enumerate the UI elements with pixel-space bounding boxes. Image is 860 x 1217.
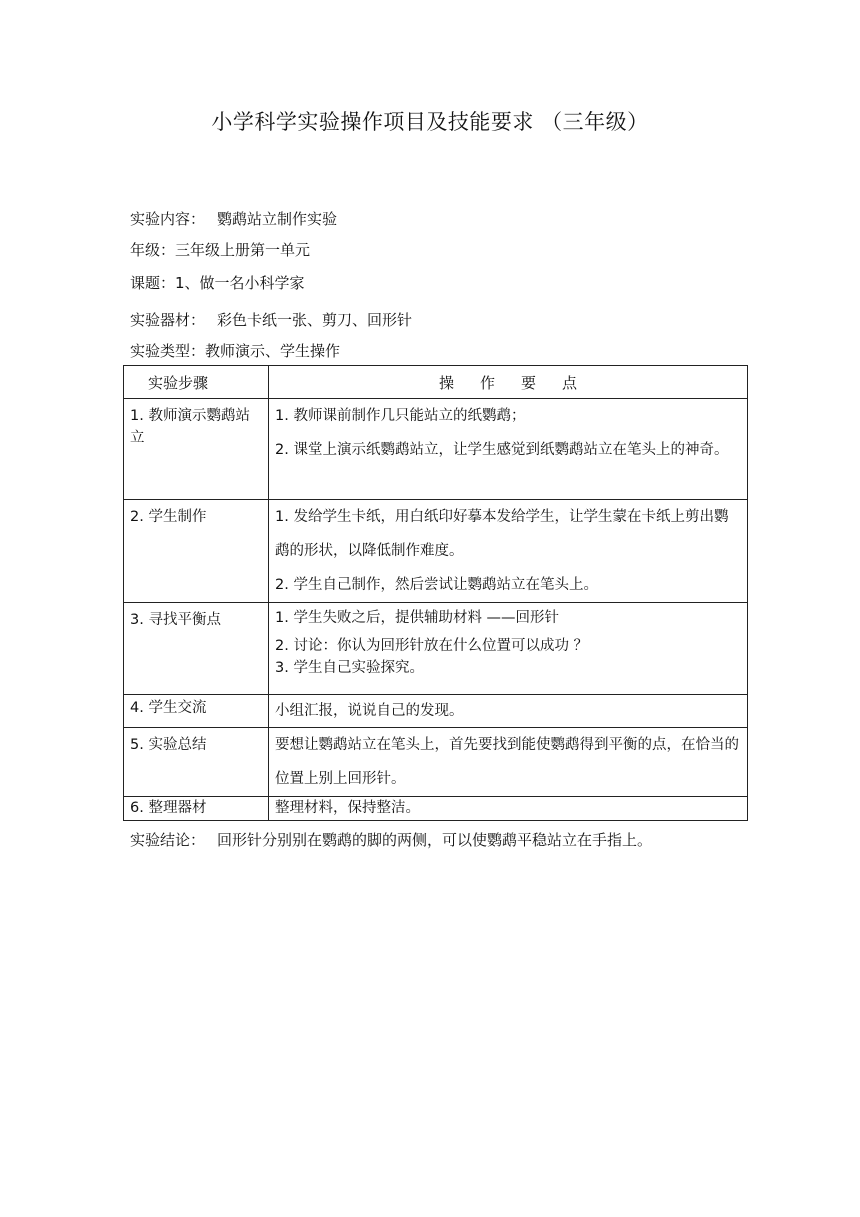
step-cell: 1. 教师演示鹦鹉站立: [124, 399, 269, 500]
grade-label: 年级：: [130, 241, 176, 259]
experiment-type-label: 实验类型：: [130, 342, 206, 360]
points-cell: [269, 797, 748, 821]
point-text: 小组汇报，说说自己的发现。: [275, 703, 464, 719]
point-text: 2. 讨论：你认为回形针放在什么位置可以成功 ？: [275, 638, 589, 654]
point-text: 2. 课堂上演示纸鹦鹉站立，让学生感觉到纸鹦鹉站立在笔头上的神奇。: [275, 442, 729, 458]
equipment-label: 实验器材：: [130, 311, 206, 329]
point-text: 2. 学生自己制作，然后尝试让鹦鹉站立在笔头上。: [275, 577, 598, 593]
topic-value: 1、做一名小科学家: [175, 274, 305, 292]
conclusion-label: 实验结论：: [130, 831, 206, 849]
table-row: [124, 399, 748, 500]
step-cell: 5. 实验总结: [124, 728, 269, 797]
header-step: 实验步骤: [124, 366, 269, 399]
table-row: [124, 728, 748, 797]
step-cell: 3. 寻找平衡点: [124, 603, 269, 695]
step-cell: 2. 学生制作: [124, 500, 269, 603]
experiment-content-label: 实验内容：: [130, 210, 206, 228]
experiment-content-value: 鹦鹉站立制作实验: [217, 210, 338, 228]
conclusion-value: 回形针分别别在鹦鹉的脚的两侧，可以使鹦鹉平稳站立在手指上。: [217, 831, 653, 849]
points-cell: [269, 500, 748, 603]
step-cell: 4. 学生交流: [124, 695, 269, 728]
point-text: 1. 发给学生卡纸，用白纸印好摹本发给学生，让学生蒙在卡纸上剪出鹦鹉的形状，以降低制作难度。: [275, 509, 729, 559]
grade-line: [130, 240, 310, 260]
equipment-line: [130, 310, 412, 330]
point-text: 1. 教师课前制作几只能站立的纸鹦鹉；: [275, 408, 526, 424]
table-header-row: [124, 366, 748, 399]
page-title: 小学科学实验操作项目及技能要求 （三年级）: [211, 110, 649, 134]
header-points: 操作要点: [269, 366, 748, 399]
steps-table: [123, 365, 748, 821]
points-cell: [269, 728, 748, 797]
points-cell: [269, 695, 748, 728]
table-row: [124, 797, 748, 821]
points-cell: [269, 399, 748, 500]
table-row: [124, 500, 748, 603]
point-text: 要想让鹦鹉站立在笔头上，首先要找到能使鹦鹉得到平衡的点，在恰当的位置上别上回形针。: [275, 737, 739, 787]
topic-line: [130, 273, 305, 293]
experiment-content-line: [130, 209, 337, 229]
step-cell: 6. 整理器材: [124, 797, 269, 821]
experiment-type-value: 教师演示、学生操作: [205, 342, 341, 360]
experiment-type-line: [130, 341, 340, 361]
conclusion-line: [130, 830, 652, 850]
point-text: 1. 学生失败之后，提供辅助材料 ——回形针: [275, 610, 560, 626]
topic-label: 课题：: [130, 274, 176, 292]
table-row: [124, 695, 748, 728]
point-text: 整理材料，保持整洁。: [275, 800, 420, 816]
points-cell: [269, 603, 748, 695]
table-row: [124, 603, 748, 695]
equipment-value: 彩色卡纸一张、剪刀、回形针: [217, 311, 413, 329]
grade-value: 三年级上册第一单元: [175, 241, 311, 259]
point-text: 3. 学生自己实验探究。: [275, 660, 424, 676]
